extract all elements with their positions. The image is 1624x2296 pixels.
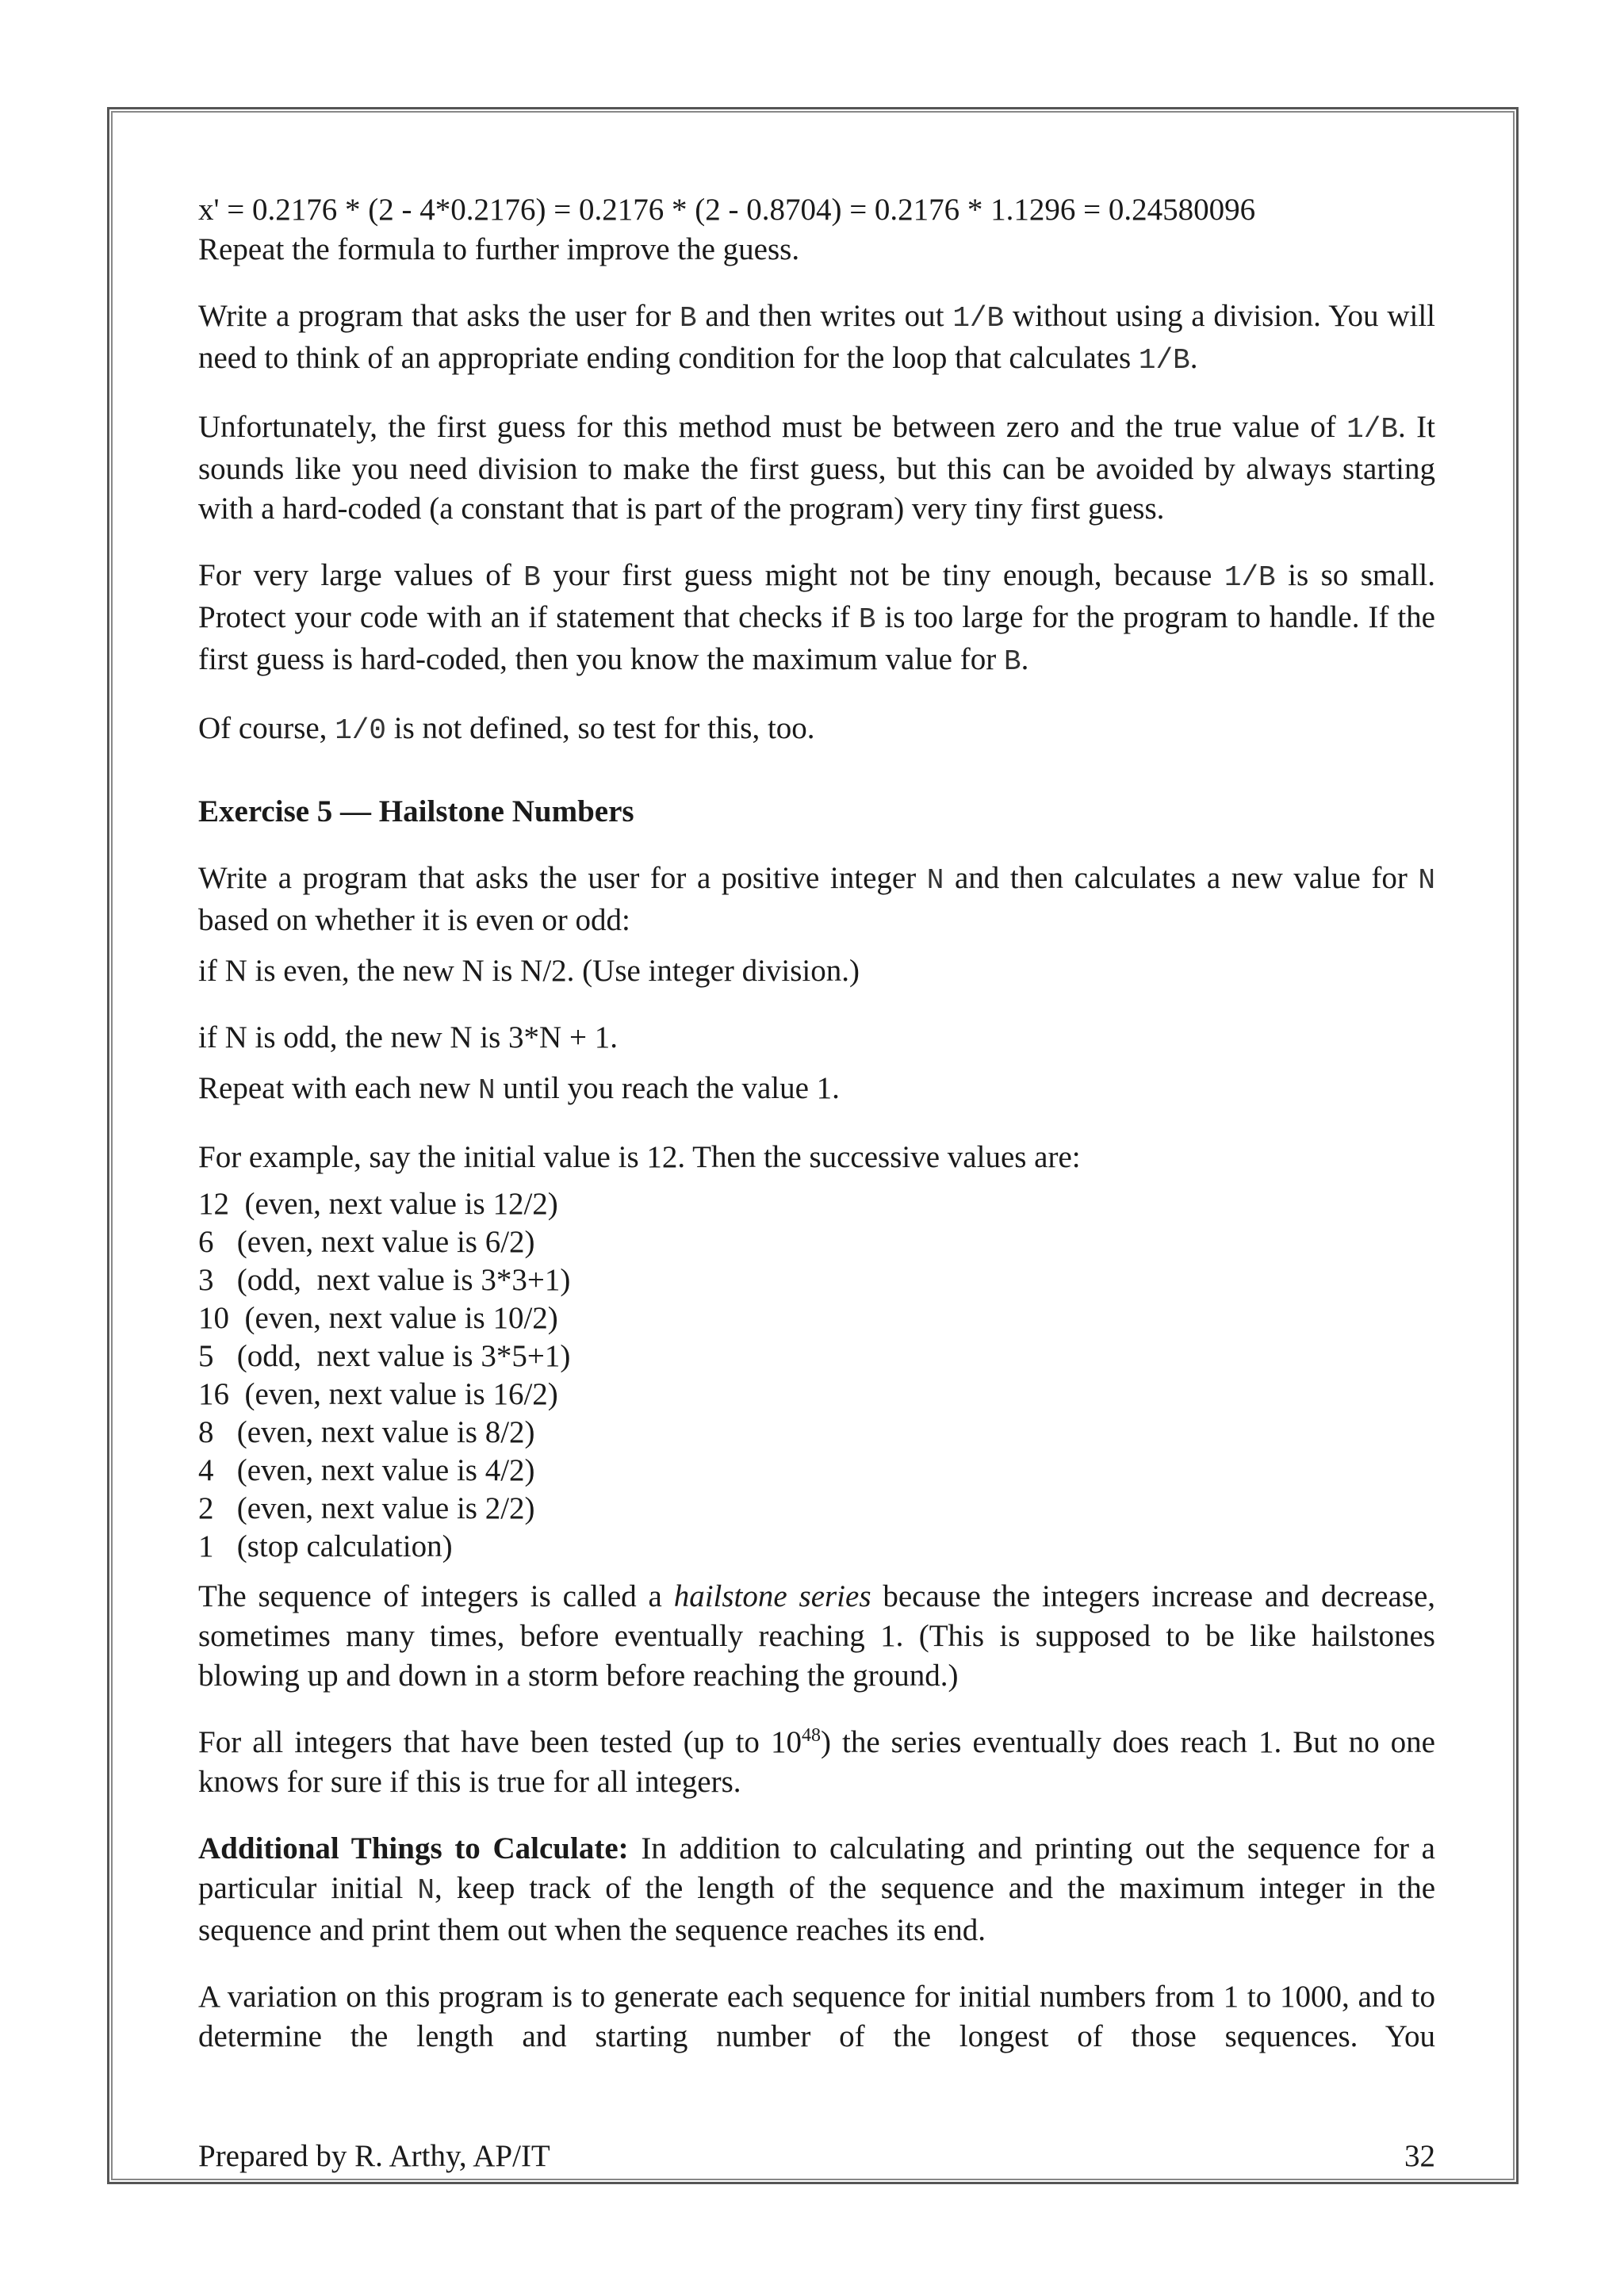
text: Unfortunately, the first guess for this method must be between zero and the true value of (198, 410, 1347, 444)
text: , keep track of the length of the sequence and the maximum integer in the sequence and print them out when the sequence reaches its end. (198, 1871, 1435, 1947)
text: For all integers that have been tested (up to 10 (198, 1725, 802, 1759)
code-n: N (417, 1874, 435, 1907)
paragraph-write-program (198, 297, 1435, 381)
formula-line: x' = 0.2176 * (2 - 4*0.2176) = 0.2176 * (2 - 0.8704) = 0.2176 * 1.1296 = 0.24580096 (198, 193, 1256, 227)
text: is too large for the program to handle. If the first guess is hard-coded, then you know the maximum value for (198, 600, 1435, 676)
text: . It sounds like you need division to make the first guess, but this can be avoided by always starting with a hard-coded (a constant that is part of the program) very tiny first guess. (198, 410, 1435, 526)
paragraph-additional (198, 1829, 1435, 1950)
text: ) the series eventually does reach 1. But no one knows for sure if this is true for all integers. (198, 1725, 1435, 1799)
sequence-row: 1 (stop calculation) (198, 1529, 453, 1563)
text: Of course, (198, 711, 335, 745)
paragraph-variation: A variation on this program is to generate each sequence for initial numbers from 1 to 1000, and to determine the length and starting number of the longest of those sequences. You (198, 1980, 1435, 2053)
footer-author: Prepared by R. Arthy, AP/IT (198, 2139, 550, 2173)
text: is not defined, so test for this, too. (386, 711, 815, 745)
code-one-over-b: 1/B (1138, 344, 1190, 377)
sequence-row: 2 (even, next value is 2/2) (198, 1491, 535, 1525)
sequence-row: 12 (even, next value is 12/2) (198, 1187, 558, 1221)
text: and then calculates a new value for (944, 861, 1419, 895)
sequence-row: 16 (even, next value is 16/2) (198, 1377, 558, 1411)
text: The sequence of integers is called a (198, 1579, 674, 1613)
paragraph-of-course (198, 709, 1435, 751)
text: . (1189, 341, 1198, 375)
code-n: N (1418, 864, 1435, 897)
code-n: N (478, 1074, 496, 1107)
paragraph-hailstone-series (198, 1577, 1435, 1696)
page-number: 32 (1404, 2139, 1435, 2173)
code-one-over-zero: 1/0 (335, 714, 386, 747)
text: is so small. Protect your code with an if statement that checks if (198, 558, 1435, 634)
text: because the integers increase and decrease, sometimes many times, before eventually reaching 1. (This is supposed to be like hailstones blowing up and down in a storm before reaching the ground.) (198, 1579, 1435, 1693)
code-one-over-b: 1/B (1346, 413, 1398, 446)
text: your first guess might not be tiny enough, because (540, 558, 1224, 592)
code-one-over-b: 1/B (1224, 561, 1276, 594)
exponent: 48 (801, 1725, 821, 1746)
code-b: B (1003, 645, 1021, 678)
paragraph-repeat (198, 1069, 1435, 1111)
text: Write a program that asks the user for (198, 299, 680, 333)
code-one-over-b: 1/B (952, 302, 1005, 335)
paragraph-large-values (198, 556, 1435, 682)
sequence-row: 10 (even, next value is 10/2) (198, 1301, 558, 1335)
page-content (198, 190, 1435, 2057)
repeat-line: Repeat the formula to further improve the guess. (198, 232, 800, 266)
code-b: B (858, 603, 876, 636)
sequence-row: 6 (even, next value is 6/2) (198, 1225, 535, 1259)
paragraph-unfortunately (198, 408, 1435, 529)
paragraph-tested (198, 1723, 1435, 1802)
rule-even: if N is even, the new N is N/2. (Use integer division.) (198, 954, 860, 988)
emphasis-hailstone-series: hailstone series (673, 1579, 871, 1613)
code-b: B (679, 302, 697, 335)
sequence-row: 4 (even, next value is 4/2) (198, 1453, 535, 1487)
text: For very large values of (198, 558, 524, 592)
code-b: B (523, 561, 541, 594)
text: based on whether it is even or odd: (198, 903, 630, 937)
sequence-row: 8 (even, next value is 8/2) (198, 1415, 535, 1449)
additional-label: Additional Things to Calculate: (198, 1831, 629, 1866)
text: Repeat with each new (198, 1071, 479, 1105)
sequence-row: 3 (odd, next value is 3*3+1) (198, 1263, 571, 1297)
text: until you reach the value 1. (495, 1071, 840, 1105)
sequence-row: 5 (odd, next value is 3*5+1) (198, 1339, 571, 1373)
page-footer (198, 2137, 1435, 2176)
text: without using a division. You will need to think of an appropriate ending condition for the loop that calculates (198, 299, 1435, 375)
text: In addition to calculating and printing out the sequence for a particular initial (198, 1831, 1435, 1905)
code-n: N (926, 864, 944, 897)
paragraph-hailstone-intro (198, 859, 1435, 940)
text: Write a program that asks the user for a positive integer (198, 861, 927, 895)
text: . (1021, 642, 1029, 676)
exercise-heading: Exercise 5 — Hailstone Numbers (198, 794, 634, 828)
text: and then writes out (696, 299, 953, 333)
example-intro: For example, say the initial value is 12. Then the successive values are: (198, 1140, 1081, 1174)
rule-odd: if N is odd, the new N is 3*N + 1. (198, 1020, 618, 1054)
sequence-list (198, 1185, 1435, 1566)
